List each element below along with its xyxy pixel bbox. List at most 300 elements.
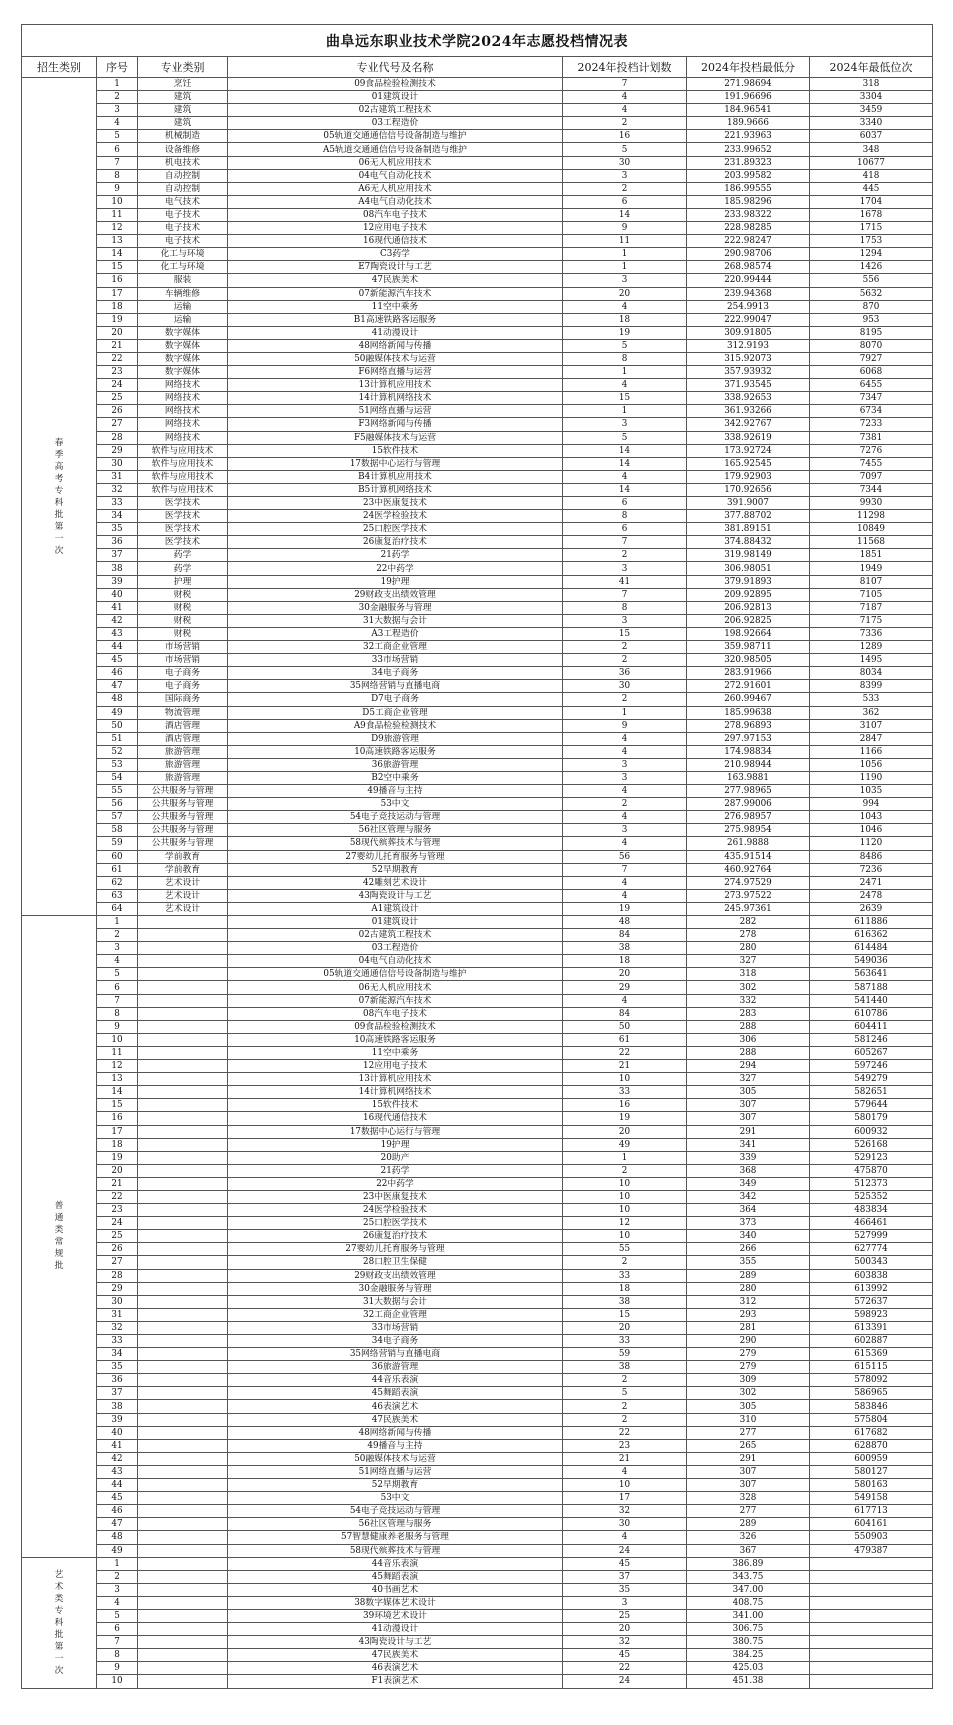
cell-plan-count: 29	[563, 981, 687, 994]
cell-index: 10	[97, 1033, 138, 1046]
cell-major-code-name: 27婴幼儿托育服务与管理	[228, 850, 563, 863]
cell-plan-count: 4	[563, 300, 687, 313]
cell-plan-count: 1	[563, 706, 687, 719]
cell-min-rank: 3107	[810, 719, 933, 732]
cell-major-category: 自动控制	[138, 182, 228, 195]
cell-major-code-name: 03工程造价	[228, 942, 563, 955]
table-row	[22, 195, 933, 208]
header-min-score: 2024年投档最低分	[687, 57, 810, 78]
table-row	[22, 1583, 933, 1596]
table-row	[22, 942, 933, 955]
cell-plan-count: 61	[563, 1033, 687, 1046]
cell-index: 4	[97, 117, 138, 130]
table-row	[22, 614, 933, 627]
cell-plan-count: 16	[563, 130, 687, 143]
cell-major-code-name: 11空中乘务	[228, 1046, 563, 1059]
table-row	[22, 929, 933, 942]
cell-major-code-name: A4电气自动化技术	[228, 195, 563, 208]
table-row	[22, 1308, 933, 1321]
cell-min-score: 349	[687, 1177, 810, 1190]
cell-min-score: 327	[687, 1073, 810, 1086]
table-row	[22, 562, 933, 575]
cell-min-score: 373	[687, 1217, 810, 1230]
cell-plan-count: 84	[563, 1007, 687, 1020]
cell-min-score: 328	[687, 1492, 810, 1505]
cell-min-score: 233.99652	[687, 143, 810, 156]
cell-plan-count: 8	[563, 352, 687, 365]
cell-min-score: 185.98296	[687, 195, 810, 208]
cell-min-rank: 8034	[810, 667, 933, 680]
table-row	[22, 405, 933, 418]
cell-plan-count: 2	[563, 1164, 687, 1177]
cell-major-category	[138, 1138, 228, 1151]
cell-min-score: 165.92545	[687, 457, 810, 470]
cell-major-code-name: A3工程造价	[228, 627, 563, 640]
cell-plan-count: 14	[563, 208, 687, 221]
cell-major-category: 物流管理	[138, 706, 228, 719]
cell-index: 9	[97, 182, 138, 195]
cell-min-score: 384.25	[687, 1649, 810, 1662]
cell-major-category	[138, 994, 228, 1007]
cell-index: 17	[97, 1125, 138, 1138]
cell-plan-count: 3	[563, 418, 687, 431]
cell-major-code-name: 52早期教育	[228, 1479, 563, 1492]
cell-major-code-name: C3药学	[228, 248, 563, 261]
cell-plan-count: 4	[563, 811, 687, 824]
cell-index: 37	[97, 1387, 138, 1400]
cell-index: 43	[97, 627, 138, 640]
cell-index: 40	[97, 1426, 138, 1439]
cell-min-rank: 2471	[810, 876, 933, 889]
cell-min-score: 291	[687, 1452, 810, 1465]
cell-major-category	[138, 1099, 228, 1112]
cell-min-score: 272.91601	[687, 680, 810, 693]
table-row	[22, 549, 933, 562]
cell-major-code-name: F5融媒体技术与运营	[228, 431, 563, 444]
cell-min-rank: 9930	[810, 497, 933, 510]
cell-plan-count: 18	[563, 955, 687, 968]
cell-major-category: 自动控制	[138, 169, 228, 182]
cell-min-score: 266	[687, 1243, 810, 1256]
cell-major-code-name: B1高速铁路客运服务	[228, 313, 563, 326]
table-row	[22, 955, 933, 968]
cell-min-score: 174.98834	[687, 745, 810, 758]
cell-plan-count: 4	[563, 91, 687, 104]
cell-min-score: 163.9881	[687, 771, 810, 784]
cell-major-category: 设备维修	[138, 143, 228, 156]
cell-major-category	[138, 1230, 228, 1243]
cell-min-rank: 1949	[810, 562, 933, 575]
table-row	[22, 313, 933, 326]
cell-major-code-name: F1表演艺术	[228, 1675, 563, 1688]
cell-major-category	[138, 1596, 228, 1609]
cell-index: 43	[97, 1465, 138, 1478]
cell-plan-count: 4	[563, 732, 687, 745]
table-row	[22, 1230, 933, 1243]
table-row	[22, 994, 933, 1007]
cell-major-code-name: A6无人机应用技术	[228, 182, 563, 195]
table-row	[22, 235, 933, 248]
cell-plan-count: 32	[563, 1636, 687, 1649]
cell-index: 35	[97, 1361, 138, 1374]
cell-major-code-name: 13计算机应用技术	[228, 379, 563, 392]
cell-index: 27	[97, 418, 138, 431]
cell-major-category: 建筑	[138, 91, 228, 104]
table-row	[22, 91, 933, 104]
cell-plan-count: 30	[563, 680, 687, 693]
cell-index: 2	[97, 1570, 138, 1583]
cell-plan-count: 10	[563, 1073, 687, 1086]
cell-min-score: 280	[687, 1282, 810, 1295]
cell-plan-count: 4	[563, 745, 687, 758]
cell-major-category	[138, 1007, 228, 1020]
cell-major-category	[138, 1295, 228, 1308]
table-row	[22, 1060, 933, 1073]
cell-index: 27	[97, 1256, 138, 1269]
cell-index: 44	[97, 1479, 138, 1492]
table-row	[22, 837, 933, 850]
cell-min-score: 326	[687, 1531, 810, 1544]
cell-major-category: 药学	[138, 549, 228, 562]
cell-index: 54	[97, 771, 138, 784]
cell-major-category: 运输	[138, 313, 228, 326]
cell-min-rank	[810, 1675, 933, 1688]
table-row	[22, 1217, 933, 1230]
cell-plan-count: 50	[563, 1020, 687, 1033]
cell-major-code-name: 16现代通信技术	[228, 1112, 563, 1125]
cell-major-code-name: 28口腔卫生保健	[228, 1256, 563, 1269]
table-row	[22, 641, 933, 654]
table-row	[22, 1243, 933, 1256]
cell-index: 39	[97, 1413, 138, 1426]
cell-index: 37	[97, 549, 138, 562]
cell-plan-count: 15	[563, 1308, 687, 1321]
cell-plan-count: 4	[563, 994, 687, 1007]
table-row	[22, 339, 933, 352]
cell-index: 20	[97, 1164, 138, 1177]
cell-min-rank: 533	[810, 693, 933, 706]
cell-plan-count: 2	[563, 641, 687, 654]
cell-major-category: 旅游管理	[138, 771, 228, 784]
cell-major-category: 公共服务与管理	[138, 798, 228, 811]
table-row	[22, 1164, 933, 1177]
cell-min-rank: 549036	[810, 955, 933, 968]
cell-major-code-name: 10高速铁路客运服务	[228, 1033, 563, 1046]
cell-min-score: 307	[687, 1112, 810, 1125]
cell-plan-count: 48	[563, 916, 687, 929]
table-row	[22, 300, 933, 313]
cell-index: 13	[97, 1073, 138, 1086]
table-row	[22, 392, 933, 405]
table-row	[22, 863, 933, 876]
cell-major-code-name: 25口腔医学技术	[228, 523, 563, 536]
cell-min-score: 305	[687, 1400, 810, 1413]
cell-min-score: 309.91805	[687, 326, 810, 339]
cell-min-rank: 10677	[810, 156, 933, 169]
cell-major-code-name: 44音乐表演	[228, 1374, 563, 1387]
cell-min-score: 278	[687, 929, 810, 942]
cell-min-rank: 3340	[810, 117, 933, 130]
cell-index: 16	[97, 1112, 138, 1125]
cell-min-score: 359.98711	[687, 641, 810, 654]
cell-min-score: 291	[687, 1125, 810, 1138]
cell-plan-count: 1	[563, 261, 687, 274]
cell-min-rank: 348	[810, 143, 933, 156]
cell-min-rank: 615369	[810, 1348, 933, 1361]
cell-index: 14	[97, 1086, 138, 1099]
table-row	[22, 1544, 933, 1557]
cell-major-code-name: 31大数据与会计	[228, 1295, 563, 1308]
cell-min-score: 332	[687, 994, 810, 1007]
cell-major-code-name: 47民族美术	[228, 274, 563, 287]
cell-major-code-name: 05轨道交通通信信号设备制造与维护	[228, 968, 563, 981]
cell-index: 15	[97, 1099, 138, 1112]
cell-plan-count: 24	[563, 1544, 687, 1557]
cell-plan-count: 3	[563, 562, 687, 575]
cell-index: 22	[97, 1190, 138, 1203]
cell-min-score: 228.98285	[687, 222, 810, 235]
cell-index: 26	[97, 405, 138, 418]
cell-plan-count: 2	[563, 798, 687, 811]
cell-major-category: 财税	[138, 601, 228, 614]
table-row	[22, 222, 933, 235]
cell-major-category	[138, 1164, 228, 1177]
cell-min-rank: 613391	[810, 1321, 933, 1334]
cell-major-code-name: 13计算机应用技术	[228, 1073, 563, 1086]
category-label: 春季高考专科批第一次	[54, 437, 64, 556]
cell-min-rank: 550903	[810, 1531, 933, 1544]
cell-index: 46	[97, 1505, 138, 1518]
cell-min-rank: 597246	[810, 1060, 933, 1073]
cell-index: 8	[97, 169, 138, 182]
table-row	[22, 588, 933, 601]
cell-min-score: 327	[687, 955, 810, 968]
table-row	[22, 1675, 933, 1688]
table-row	[22, 1125, 933, 1138]
cell-plan-count: 4	[563, 889, 687, 902]
cell-min-score: 276.98957	[687, 811, 810, 824]
table-row	[22, 1465, 933, 1478]
cell-plan-count: 6	[563, 523, 687, 536]
cell-min-rank: 8107	[810, 575, 933, 588]
cell-index: 7	[97, 1636, 138, 1649]
cell-major-code-name: 53中文	[228, 798, 563, 811]
cell-major-code-name: 43陶瓷设计与工艺	[228, 889, 563, 902]
cell-min-score: 315.92073	[687, 352, 810, 365]
cell-min-score: 435.91514	[687, 850, 810, 863]
cell-min-rank: 525352	[810, 1190, 933, 1203]
cell-major-category: 公共服务与管理	[138, 811, 228, 824]
cell-min-score: 306.98051	[687, 562, 810, 575]
cell-index: 42	[97, 1452, 138, 1465]
cell-index: 4	[97, 955, 138, 968]
cell-min-score: 379.91893	[687, 575, 810, 588]
table-row	[22, 366, 933, 379]
table-row	[22, 1020, 933, 1033]
cell-index: 56	[97, 798, 138, 811]
cell-index: 10	[97, 195, 138, 208]
cell-major-code-name: 19护理	[228, 575, 563, 588]
cell-index: 11	[97, 208, 138, 221]
cell-min-rank: 579644	[810, 1099, 933, 1112]
cell-major-category	[138, 1177, 228, 1190]
cell-plan-count: 5	[563, 1387, 687, 1400]
cell-major-category: 医学技术	[138, 510, 228, 523]
cell-plan-count: 20	[563, 968, 687, 981]
cell-major-category: 医学技术	[138, 536, 228, 549]
table-row	[22, 1400, 933, 1413]
cell-plan-count: 4	[563, 104, 687, 117]
cell-plan-count: 1	[563, 1151, 687, 1164]
table-row	[22, 1073, 933, 1086]
cell-major-code-name: 17数据中心运行与管理	[228, 457, 563, 470]
cell-min-score: 191.96696	[687, 91, 810, 104]
cell-min-score: 338.92619	[687, 431, 810, 444]
table-row	[22, 693, 933, 706]
cell-min-score: 460.92764	[687, 863, 810, 876]
table-row	[22, 1557, 933, 1570]
cell-major-code-name: 29财政支出绩效管理	[228, 588, 563, 601]
cell-major-code-name: 38数字媒体艺术设计	[228, 1596, 563, 1609]
cell-plan-count: 1	[563, 405, 687, 418]
cell-min-rank: 7105	[810, 588, 933, 601]
cell-index: 28	[97, 1269, 138, 1282]
table-row	[22, 1033, 933, 1046]
cell-min-score: 380.75	[687, 1636, 810, 1649]
cell-plan-count: 23	[563, 1439, 687, 1452]
cell-major-category	[138, 1662, 228, 1675]
cell-plan-count: 22	[563, 1046, 687, 1059]
cell-major-category: 公共服务与管理	[138, 785, 228, 798]
cell-major-category	[138, 1675, 228, 1688]
cell-min-score: 377.88702	[687, 510, 810, 523]
cell-major-category: 数字媒体	[138, 352, 228, 365]
cell-major-category	[138, 942, 228, 955]
cell-min-rank: 1046	[810, 824, 933, 837]
cell-plan-count: 3	[563, 824, 687, 837]
cell-major-category: 网络技术	[138, 379, 228, 392]
cell-major-category: 市场营销	[138, 654, 228, 667]
cell-index: 31	[97, 470, 138, 483]
table-row	[22, 1518, 933, 1531]
cell-major-code-name: D5工商企业管理	[228, 706, 563, 719]
cell-min-rank	[810, 1557, 933, 1570]
cell-min-rank	[810, 1609, 933, 1622]
cell-major-code-name: 27婴幼儿托育服务与管理	[228, 1243, 563, 1256]
cell-plan-count: 7	[563, 588, 687, 601]
cell-major-category	[138, 1308, 228, 1321]
cell-min-rank	[810, 1662, 933, 1675]
cell-plan-count: 24	[563, 1675, 687, 1688]
cell-index: 21	[97, 339, 138, 352]
table-row	[22, 667, 933, 680]
cell-min-rank: 8195	[810, 326, 933, 339]
cell-plan-count: 6	[563, 497, 687, 510]
cell-min-rank: 556	[810, 274, 933, 287]
cell-min-rank: 1043	[810, 811, 933, 824]
cell-major-category: 数字媒体	[138, 339, 228, 352]
cell-min-rank: 600932	[810, 1125, 933, 1138]
cell-index: 12	[97, 222, 138, 235]
cell-min-rank: 500343	[810, 1256, 933, 1269]
cell-major-category: 机电技术	[138, 156, 228, 169]
cell-min-rank: 1190	[810, 771, 933, 784]
cell-min-rank: 483834	[810, 1204, 933, 1217]
cell-plan-count: 22	[563, 1426, 687, 1439]
cell-major-category	[138, 1112, 228, 1125]
table-row	[22, 470, 933, 483]
cell-min-score: 318	[687, 968, 810, 981]
cell-min-score: 206.92825	[687, 614, 810, 627]
cell-index: 23	[97, 366, 138, 379]
cell-index: 50	[97, 719, 138, 732]
table-row	[22, 1177, 933, 1190]
table-row	[22, 208, 933, 221]
cell-major-code-name: 22中药学	[228, 1177, 563, 1190]
cell-plan-count: 2	[563, 654, 687, 667]
cell-min-rank: 616362	[810, 929, 933, 942]
cell-index: 15	[97, 261, 138, 274]
cell-index: 7	[97, 156, 138, 169]
cell-min-rank: 1035	[810, 785, 933, 798]
cell-index: 9	[97, 1662, 138, 1675]
cell-major-code-name: 39环境艺术设计	[228, 1609, 563, 1622]
table-row	[22, 1269, 933, 1282]
cell-min-score: 297.97153	[687, 732, 810, 745]
cell-min-score: 279	[687, 1361, 810, 1374]
cell-index: 36	[97, 1374, 138, 1387]
cell-plan-count: 20	[563, 1125, 687, 1138]
cell-major-code-name: 34电子商务	[228, 667, 563, 680]
cell-index: 5	[97, 130, 138, 143]
table-row	[22, 536, 933, 549]
cell-min-rank: 7187	[810, 601, 933, 614]
table-row	[22, 1531, 933, 1544]
cell-plan-count: 6	[563, 195, 687, 208]
cell-plan-count: 4	[563, 379, 687, 392]
cell-major-code-name: 09食品检验检测技术	[228, 1020, 563, 1033]
table-row	[22, 1112, 933, 1125]
table-row	[22, 1295, 933, 1308]
cell-plan-count: 19	[563, 902, 687, 915]
cell-min-score: 306	[687, 1033, 810, 1046]
category-label: 普通类常规批	[54, 1201, 64, 1272]
cell-major-category: 软件与应用技术	[138, 457, 228, 470]
cell-plan-count: 2	[563, 1400, 687, 1413]
cell-major-category	[138, 1505, 228, 1518]
cell-major-category: 网络技术	[138, 392, 228, 405]
cell-major-code-name: 58现代殡葬技术与管理	[228, 837, 563, 850]
cell-major-category	[138, 1348, 228, 1361]
cell-major-category: 网络技术	[138, 431, 228, 444]
table-row	[22, 352, 933, 365]
cell-plan-count: 49	[563, 1138, 687, 1151]
cell-major-category: 酒店管理	[138, 719, 228, 732]
cell-min-rank: 613992	[810, 1282, 933, 1295]
table-row	[22, 261, 933, 274]
cell-index: 46	[97, 667, 138, 680]
cell-min-score: 294	[687, 1060, 810, 1073]
cell-min-rank: 549279	[810, 1073, 933, 1086]
table-row	[22, 916, 933, 929]
cell-major-category: 建筑	[138, 104, 228, 117]
cell-plan-count: 3	[563, 614, 687, 627]
cell-min-score: 310	[687, 1413, 810, 1426]
cell-major-category: 服装	[138, 274, 228, 287]
admission-table	[21, 24, 933, 1689]
cell-index: 24	[97, 1217, 138, 1230]
cell-major-code-name: 45舞蹈表演	[228, 1570, 563, 1583]
